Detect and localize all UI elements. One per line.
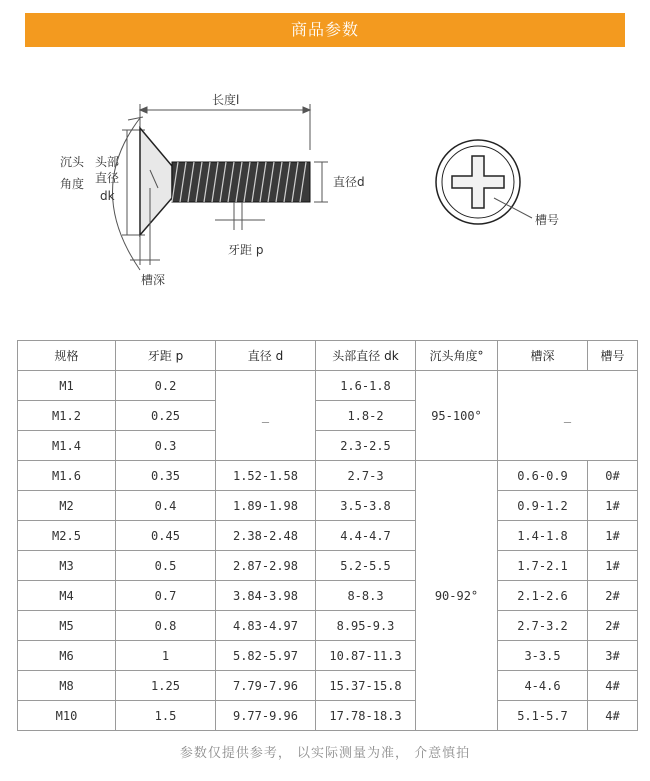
cell-spec: M2 [18, 491, 116, 521]
header-spec: 规格 [18, 341, 116, 371]
cell-diameter: 7.79-7.96 [216, 671, 316, 701]
cell-spec: M3 [18, 551, 116, 581]
cell-slot-number: 2# [588, 581, 638, 611]
cell-pitch: 0.4 [116, 491, 216, 521]
header-slot-number: 槽号 [588, 341, 638, 371]
cell-spec: M1.4 [18, 431, 116, 461]
table-header-row [18, 341, 638, 371]
cell-slot-number: 3# [588, 641, 638, 671]
diameter-label: 直径d [333, 175, 365, 189]
cell-spec: M10 [18, 701, 116, 731]
table-row [18, 611, 638, 641]
spec-table [17, 340, 638, 731]
table-row [18, 371, 638, 401]
table-row [18, 461, 638, 491]
cell-spec: M1 [18, 371, 116, 401]
cell-slot-depth: 2.1-2.6 [498, 581, 588, 611]
cell-diameter: 9.77-9.96 [216, 701, 316, 731]
cell-slot-depth: 3-3.5 [498, 641, 588, 671]
cell-spec: M8 [18, 671, 116, 701]
header-slot-depth: 槽深 [498, 341, 588, 371]
cell-head-diameter: 2.3-2.5 [316, 431, 416, 461]
countersink-label-1: 沉头 [60, 155, 85, 169]
cell-slot-depth: 0.6-0.9 [498, 461, 588, 491]
cell-slot-number: 0# [588, 461, 638, 491]
header-diameter: 直径 d [216, 341, 316, 371]
cell-slot-depth: 0.9-1.2 [498, 491, 588, 521]
cell-diameter: 5.82-5.97 [216, 641, 316, 671]
cell-diameter: 1.52-1.58 [216, 461, 316, 491]
header-head-diameter: 头部直径 dk [316, 341, 416, 371]
cell-angle-large: 90-92° [416, 461, 498, 731]
cell-spec: M4 [18, 581, 116, 611]
screw-top-view [436, 140, 532, 224]
cell-spec: M1.2 [18, 401, 116, 431]
cell-spec: M5 [18, 611, 116, 641]
cell-angle-small: 95-100° [416, 371, 498, 461]
cell-pitch: 0.8 [116, 611, 216, 641]
slot-number-label: 槽号 [535, 213, 560, 227]
cell-slot-depth: 1.4-1.8 [498, 521, 588, 551]
table-row [18, 701, 638, 731]
cell-pitch: 1.5 [116, 701, 216, 731]
disclaimer-note: 参数仅提供参考， 以实际测量为准， 介意慎拍 [179, 746, 471, 761]
cell-pitch: 0.25 [116, 401, 216, 431]
cell-pitch: 0.35 [116, 461, 216, 491]
cell-diameter: 3.84-3.98 [216, 581, 316, 611]
cell-head-diameter: 8-8.3 [316, 581, 416, 611]
cell-pitch: 1.25 [116, 671, 216, 701]
table-row [18, 641, 638, 671]
cell-diameter: 2.87-2.98 [216, 551, 316, 581]
cell-pitch: 0.7 [116, 581, 216, 611]
header-pitch: 牙距 p [116, 341, 216, 371]
cell-pitch: 0.5 [116, 551, 216, 581]
countersink-angle-arc [113, 117, 144, 270]
table-row [18, 581, 638, 611]
cell-diameter: 1.89-1.98 [216, 491, 316, 521]
diameter-dimension [314, 162, 328, 202]
cell-head-diameter: 17.78-18.3 [316, 701, 416, 731]
cell-head-diameter: 4.4-4.7 [316, 521, 416, 551]
cell-diameter-na: _ [216, 371, 316, 461]
cell-pitch: 1 [116, 641, 216, 671]
cell-head-diameter: 2.7-3 [316, 461, 416, 491]
head-dia-label-2: 直径 [95, 171, 120, 185]
cell-slot-depth: 4-4.6 [498, 671, 588, 701]
cell-head-diameter: 15.37-15.8 [316, 671, 416, 701]
page-title-banner [25, 13, 625, 47]
cell-head-diameter: 10.87-11.3 [316, 641, 416, 671]
screw-head [140, 128, 172, 235]
page-title: 商品参数 [290, 20, 359, 39]
cell-slot-na: _ [498, 371, 638, 461]
cell-head-diameter: 3.5-3.8 [316, 491, 416, 521]
cell-head-diameter: 5.2-5.5 [316, 551, 416, 581]
length-label: 长度l [212, 93, 240, 107]
table-row [18, 551, 638, 581]
cell-head-diameter: 1.8-2 [316, 401, 416, 431]
cell-slot-number: 2# [588, 611, 638, 641]
screw-shank [172, 162, 310, 202]
table-row [18, 671, 638, 701]
cell-pitch: 0.3 [116, 431, 216, 461]
header-countersink-angle: 沉头角度° [416, 341, 498, 371]
cell-slot-number: 4# [588, 671, 638, 701]
pitch-label: 牙距 p [228, 243, 264, 257]
table-row [18, 491, 638, 521]
cell-spec: M6 [18, 641, 116, 671]
slot-depth-label: 槽深 [141, 273, 166, 287]
cell-spec: M2.5 [18, 521, 116, 551]
cell-diameter: 4.83-4.97 [216, 611, 316, 641]
cell-slot-depth: 1.7-2.1 [498, 551, 588, 581]
cell-slot-number: 1# [588, 491, 638, 521]
cell-head-diameter: 8.95-9.3 [316, 611, 416, 641]
cell-slot-number: 4# [588, 701, 638, 731]
head-dia-label-3: dk [100, 189, 115, 203]
pitch-dimension [215, 202, 265, 230]
cell-head-diameter: 1.6-1.8 [316, 371, 416, 401]
countersink-label-2: 角度 [60, 177, 85, 191]
cell-spec: M1.6 [18, 461, 116, 491]
cell-slot-depth: 2.7-3.2 [498, 611, 588, 641]
cell-slot-depth: 5.1-5.7 [498, 701, 588, 731]
table-row [18, 521, 638, 551]
cell-slot-number: 1# [588, 551, 638, 581]
cell-pitch: 0.45 [116, 521, 216, 551]
head-dia-label-1: 头部 [95, 155, 120, 169]
cell-slot-number: 1# [588, 521, 638, 551]
cell-pitch: 0.2 [116, 371, 216, 401]
cell-diameter: 2.38-2.48 [216, 521, 316, 551]
screw-diagram [0, 70, 650, 330]
